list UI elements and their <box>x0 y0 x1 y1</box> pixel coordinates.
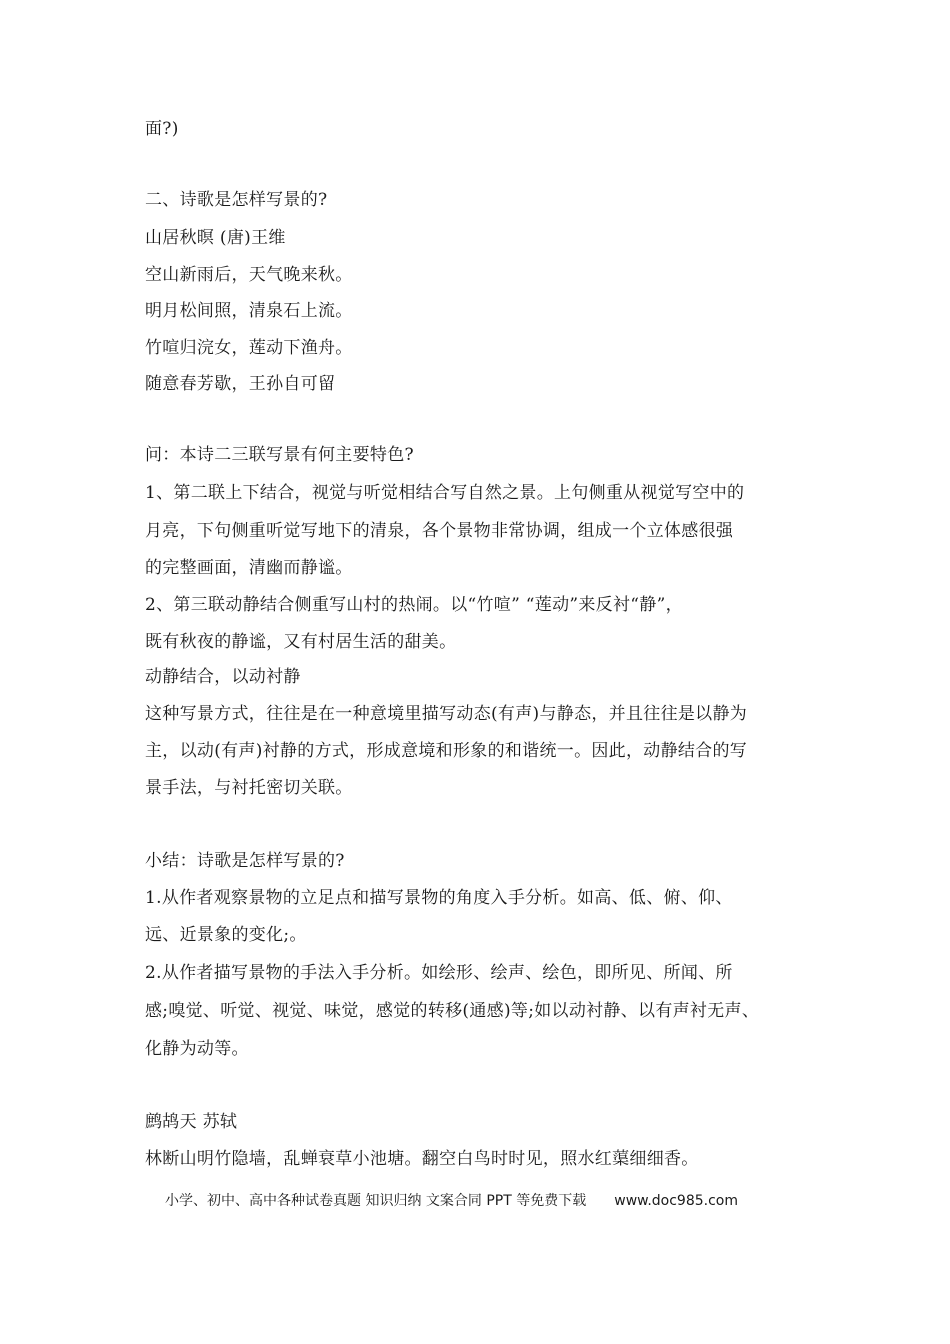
footer-url: www.doc985.com <box>614 1193 738 1209</box>
text-line: 化静为动等。 <box>145 1039 249 1059</box>
poem-line: 空山新雨后，天气晚来秋。 <box>145 265 353 285</box>
text-line: 主，以动(有声)衬静的方式，形成意境和形象的和谐统一。因此，动静结合的写 <box>145 741 748 761</box>
text-line: 远、近景象的变化;。 <box>145 925 307 945</box>
text-line: 1.从作者观察景物的立足点和描写景物的角度入手分析。如高、低、俯、仰、 <box>145 888 733 908</box>
summary-heading: 小结：诗歌是怎样写景的? <box>145 851 345 871</box>
text-line: 感;嗅觉、听觉、视觉、味觉，感觉的转移(通感)等;如以动衬静、以有声衬无声、 <box>145 1001 760 1021</box>
poem-line: 随意春芳歇，王孙自可留 <box>145 374 336 394</box>
page-footer <box>165 1191 738 1211</box>
text-line: 的完整画面，清幽而静谧。 <box>145 558 353 578</box>
text-line: 既有秋夜的静谧，又有村居生活的甜美。 <box>145 632 457 652</box>
poem-line: 林断山明竹隐墙，乱蝉衰草小池塘。翻空白鸟时时见，照水红蕖细细香。 <box>145 1149 699 1169</box>
text-line: 面?) <box>145 119 179 139</box>
poem-title: 鹧鸪天 苏轼 <box>145 1112 238 1132</box>
text-line: 2.从作者描写景物的手法入手分析。如绘形、绘声、绘色，即所见、所闻、所 <box>145 963 733 983</box>
poem-title: 山居秋暝 (唐)王维 <box>145 228 286 248</box>
text-line: 景手法，与衬托密切关联。 <box>145 778 353 798</box>
text-line: 1、第二联上下结合，视觉与听觉相结合写自然之景。上句侧重从视觉写空中的 <box>145 483 745 503</box>
poem-line: 明月松间照，清泉石上流。 <box>145 301 353 321</box>
subheading: 动静结合，以动衬静 <box>145 667 301 687</box>
text-line: 这种写景方式，往往是在一种意境里描写动态(有声)与静态，并且往往是以静为 <box>145 704 748 724</box>
section-heading: 二、诗歌是怎样写景的? <box>145 190 328 210</box>
question-line: 问：本诗二三联写景有何主要特色? <box>145 445 414 465</box>
text-line: 2、第三联动静结合侧重写山村的热闹。以“竹喧” “莲动”来反衬“静”， <box>145 595 683 615</box>
poem-line: 竹喧归浣女，莲动下渔舟。 <box>145 338 353 358</box>
text-line: 月亮，下句侧重听觉写地下的清泉，各个景物非常协调，组成一个立体感很强 <box>145 521 734 541</box>
footer-text: 小学、初中、高中各种试卷真题 知识归纳 文案合同 PPT 等免费下载 <box>165 1193 587 1209</box>
